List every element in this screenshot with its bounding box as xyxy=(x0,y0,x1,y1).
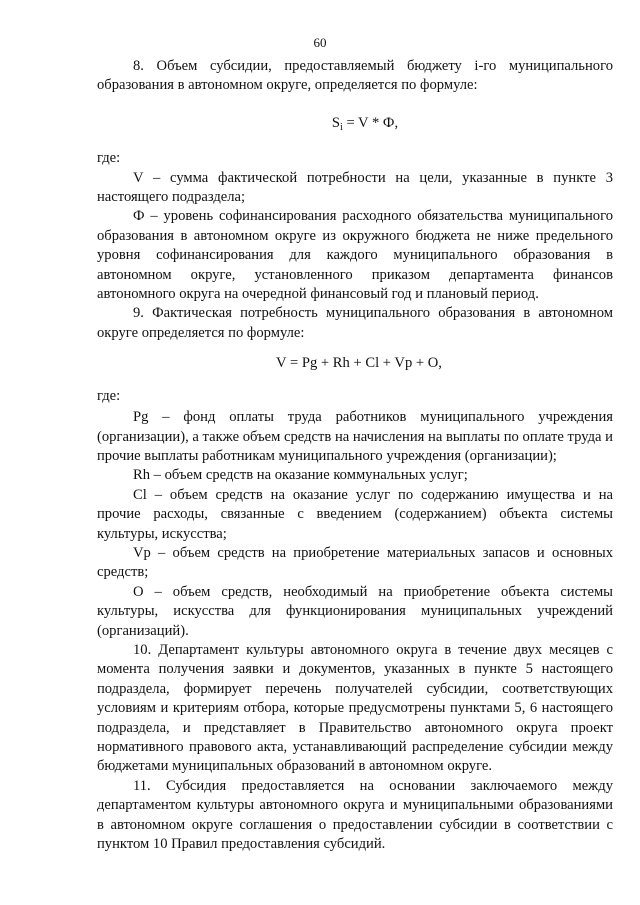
page-number: 60 xyxy=(313,35,327,50)
formula-subsidy-lhs: S xyxy=(331,114,341,131)
paragraph-10: 10. Департамент культуры автономного округа в течение двух месяцев с момента получения заявки и документов, указанных в пункте 5 настоящего подраздела, формирует перечень получателей субсидии, соответствующих условиям и критериям отбора, которые предусмотрены пунктами 5, 6 настоящего подраздела, и представляет в Правительство автономного округа проект нормативного правового акта, устанавливающий распределение субсидии между бюджетами муниципальных образований в автономном округе. xyxy=(97,641,613,775)
paragraph-8: 8. Объем субсидии, предоставляемый бюджету i-го муниципального образования в автономном округе, определяется по формуле: xyxy=(97,58,613,94)
where-label-1: где: xyxy=(97,150,121,167)
definition-o: O – объем средств, необходимый на приобретение объекта системы культуры, искусства для функционирования муниципальных учреждений (организаций). xyxy=(97,583,613,639)
definition-pg: Pg – фонд оплаты труда работников муниципального учреждения (организации), а также объем средств на начисления на выплаты по оплате труда и прочие выплаты работникам муниципального учреждения (организации); xyxy=(97,409,613,464)
document-body xyxy=(97,57,613,854)
paragraph-9: 9. Фактическая потребность муниципального образования в автономном округе определяется по формуле: xyxy=(97,305,613,341)
formula-subsidy-rhs: = V * Ф, xyxy=(342,114,399,131)
definition-v: V – сумма фактической потребности на цели, указанные в пункте 3 настоящего подраздела; xyxy=(97,169,613,206)
definition-vp: Vp – объем средств на приобретение материальных запасов и основных средств; xyxy=(97,544,613,581)
definition-cl: Cl – объем средств на оказание услуг по содержанию имущества и на прочие расходы, связанные с введением (содержанием) объекта системы культуры, искусства; xyxy=(97,486,613,542)
formula-subsidy-index: i xyxy=(340,121,343,133)
formula-subsidy xyxy=(97,114,613,133)
where-label-2: где: xyxy=(97,387,121,404)
formula-need: V = Pg + Rh + Cl + Vp + O, xyxy=(276,355,442,372)
definition-rh: Rh – объем средств на оказание коммунальных услуг; xyxy=(133,467,468,484)
definition-f: Ф – уровень софинансирования расходного обязательства муниципального образования в автономном округе из окружного бюджета не ниже предельного уровня софинансирования для каждого муниципального образования в автономном округе, установленного приказом департамента финансов автономного округа на очередной финансовый год и плановый период. xyxy=(97,208,613,303)
paragraph-11: 11. Субсидия предоставляется на основании заключаемого между департаментом культуры автономного округа и муниципальными образованиями в автономном округе соглашения о предоставлении субсидии в соответствии с пунктом 10 Правил предоставления субсидий. xyxy=(97,777,613,853)
